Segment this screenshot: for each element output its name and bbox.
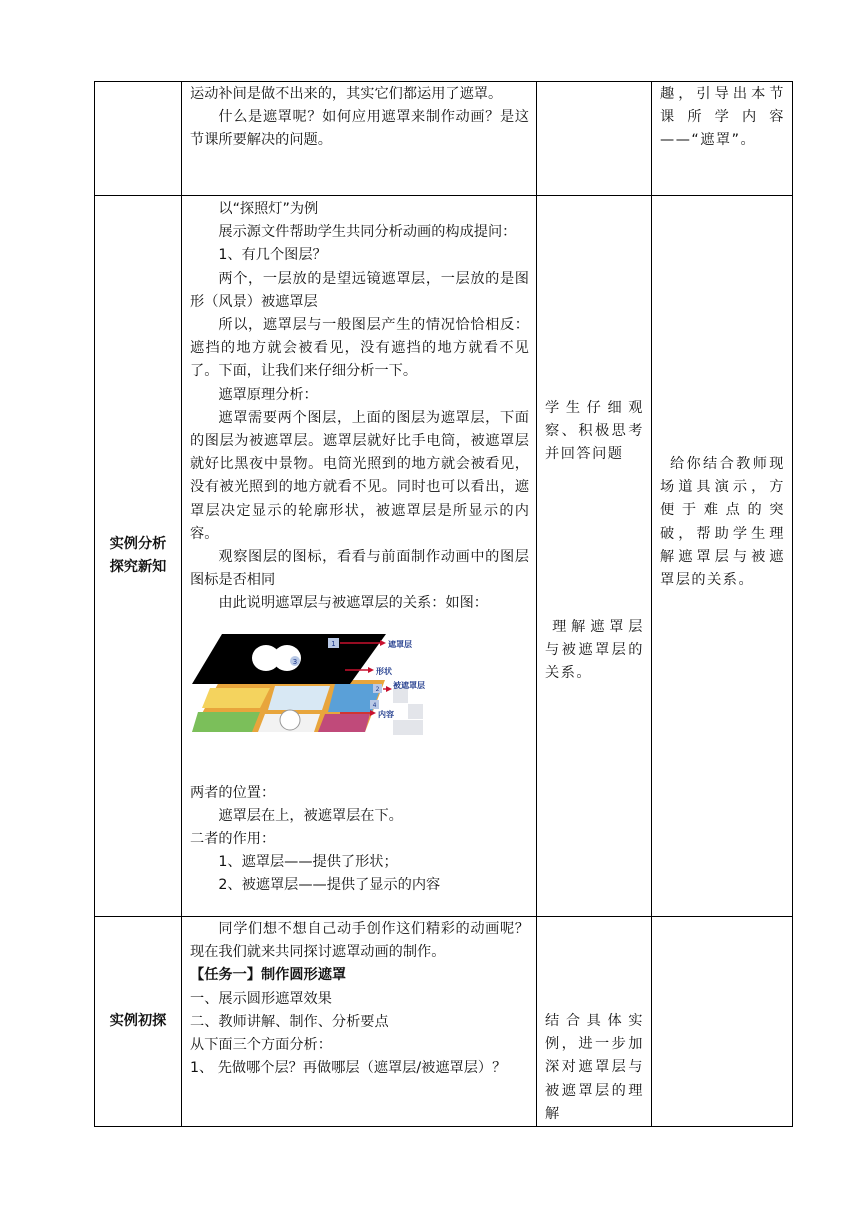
paragraph: 以“探照灯”为例 — [218, 201, 319, 217]
paragraph: 1、有几个图层？ — [218, 247, 327, 264]
design-intent-cell — [652, 917, 793, 1127]
paragraph: 1、遮罩层——提供了形状； — [218, 854, 398, 871]
paragraph: 给你结合教师现场道具演示，方便于难点的突破，帮助学生理解遮罩层与被遮罩层的关系。 — [660, 456, 785, 589]
paragraph: 遮罩层在上，被遮罩层在下。 — [218, 807, 403, 824]
paragraph: 由此说明遮罩层与被遮罩层的关系：如图： — [218, 595, 488, 612]
stage-label: 探究新知 — [109, 559, 167, 575]
paragraph: 什么是遮罩呢？如何应用遮罩来制作动画？是这节课所要解决的问题。 — [190, 109, 529, 149]
stage-label-cell — [95, 196, 182, 917]
paragraph: 一、展示圆形遮罩效果 — [190, 990, 332, 1007]
paragraph: 结合具体实例，进一步加深对遮罩层与被遮罩层的理解 — [545, 1013, 644, 1122]
paragraph: 观察图层的图标，看看与前面制作动画中的图层图标是否相同 — [190, 549, 529, 589]
lesson-plan-table — [94, 81, 793, 1127]
student-activity-cell — [537, 82, 652, 196]
paragraph: 两个，一层放的是望远镜遮罩层，一层放的是图形（风景）被遮罩层 — [190, 270, 529, 310]
paragraph: 二者的作用： — [190, 831, 276, 848]
table-row — [95, 196, 793, 917]
figure-label-content: 内容 — [378, 709, 394, 719]
paragraph: 运动补间是做不出来的，其实它们都运用了遮罩。 — [190, 86, 503, 102]
paragraph: 从下面三个方面分析： — [190, 1037, 332, 1054]
paragraph: 二、教师讲解、制作、分析要点 — [190, 1013, 389, 1030]
teacher-activity-cell — [182, 196, 537, 917]
badge-number: 1 — [331, 639, 336, 648]
mask-layer-figure — [190, 628, 458, 736]
teacher-activity-cell — [182, 82, 537, 196]
design-intent-cell — [652, 82, 793, 196]
paragraph: 两者的位置： — [190, 784, 276, 801]
student-activity-cell — [537, 196, 652, 917]
stage-label: 实例分析 — [109, 535, 167, 552]
badge-number: 3 — [292, 657, 298, 666]
table-row — [95, 82, 793, 196]
paragraph: 同学们想不想自己动手创作这们精彩的动画呢？现在我们就来共同探讨遮罩动画的制作。 — [190, 921, 529, 961]
paragraph: 展示源文件帮助学生共同分析动画的构成提问： — [218, 224, 517, 241]
task-heading: 【任务一】制作圆形遮罩 — [190, 967, 347, 984]
table-row — [95, 917, 793, 1127]
badge-number: 4 — [372, 701, 377, 709]
stage-label-cell — [95, 82, 182, 196]
badge-number: 2 — [375, 685, 380, 693]
paragraph: 1、 先做哪个层？再做哪层（遮罩层/被遮罩层）？ — [190, 1060, 507, 1077]
paragraph: 遮罩需要两个图层，上面的图层为遮罩层，下面的图层为被遮罩层。遮罩层就好比手电筒，被遮罩层就好比黑夜中景物。电筒光照到的地方就会被看见，没有被光照到的地方就看不见。同时也可以看出，遮罩层决定显示的轮廓形状，被遮罩层是所显示的内容。 — [190, 409, 529, 542]
student-activity-cell — [537, 917, 652, 1127]
paragraph: 学生仔细观察、积极思考并回答问题 — [545, 400, 644, 463]
masked-content-layer — [192, 680, 385, 732]
paragraph: 趣，引导出本节课所学内容——“遮罩”。 — [660, 86, 785, 149]
paragraph: 所以，遮罩层与一般图层产生的情况恰恰相反：遮挡的地方就会被看见，没有遮挡的地方就看不见了。下面，让我们来仔细分析一下。 — [190, 317, 529, 380]
figure-label-shape: 形状 — [376, 666, 392, 676]
stage-label-cell — [95, 917, 182, 1127]
design-intent-cell — [652, 196, 793, 917]
paragraph: 2、被遮罩层——提供了显示的内容 — [218, 877, 441, 894]
figure-label-masked: 被遮罩层 — [393, 680, 425, 690]
mask-layer-shape — [192, 634, 386, 684]
teacher-activity-cell — [182, 917, 537, 1127]
stage-label: 实例初探 — [109, 1012, 167, 1029]
paragraph: 遮罩原理分析： — [218, 386, 318, 403]
paragraph: 理解遮罩层与被遮罩层的关系。 — [545, 618, 644, 682]
figure-label-mask: 遮罩层 — [388, 639, 412, 649]
